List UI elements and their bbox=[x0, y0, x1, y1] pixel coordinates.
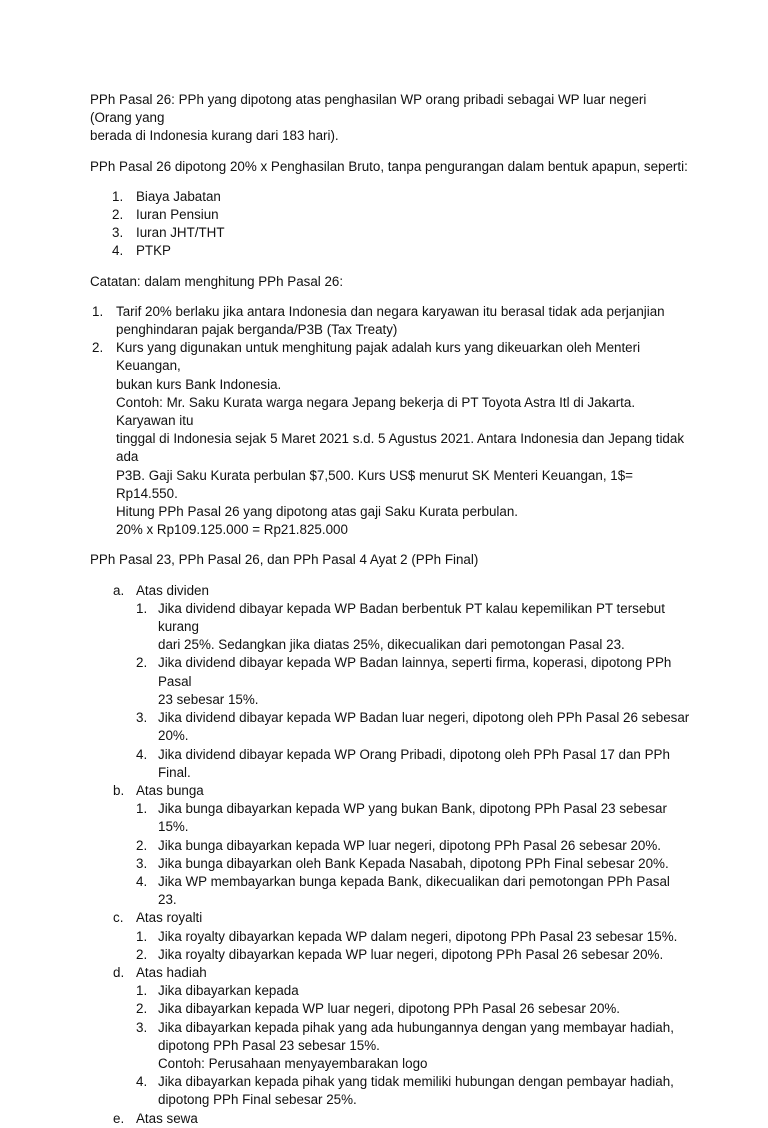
subitem bbox=[136, 946, 690, 964]
list-number: 4. bbox=[136, 746, 148, 762]
section-item bbox=[90, 1110, 690, 1128]
note-line: Tarif 20% berlaku jika antara Indonesia dan negara karyawan itu berasal tidak ada perjanjian bbox=[116, 303, 665, 319]
subitem bbox=[136, 928, 690, 946]
section-item bbox=[90, 782, 690, 909]
subitem-line: Contoh: Perusahaan menyayembarakan logo bbox=[158, 1055, 428, 1071]
list-number: 1. bbox=[136, 928, 148, 944]
section-item bbox=[90, 909, 690, 964]
list-number: 1. bbox=[136, 600, 148, 616]
section-item bbox=[90, 964, 690, 1110]
deduction-item bbox=[90, 224, 690, 242]
list-number: 2. bbox=[136, 837, 148, 853]
intro-line: PPh Pasal 26: PPh yang dipotong atas penghasilan WP orang pribadi sebagai WP luar negeri (Orang yang bbox=[90, 92, 647, 126]
list-number: 2. bbox=[92, 340, 104, 356]
subitem-line: Jika dividend dibayar kepada WP Badan lainnya, seperti firma, koperasi, dipotong PPh Pasal bbox=[158, 655, 672, 689]
subitem-line: dipotong PPh Final sebesar 25%. bbox=[158, 1092, 357, 1108]
subitem-line: 23 sebesar 15%. bbox=[158, 691, 259, 707]
subitem bbox=[136, 837, 690, 855]
subitem-line: Jika dividend dibayar kepada WP Orang Pribadi, dipotong oleh PPh Pasal 17 dan PPh Final. bbox=[158, 746, 670, 780]
intro-line: berada di Indonesia kurang dari 183 hari). bbox=[90, 128, 339, 144]
subitem-line: Jika royalty dibayarkan kepada WP luar negeri, dipotong PPh Pasal 26 sebesar 20%. bbox=[158, 946, 664, 962]
subitem-line: Jika dividend dibayar kepada WP Badan berbentuk PT kalau kepemilikan PT tersebut kurang bbox=[158, 600, 665, 635]
section-subitems bbox=[136, 982, 690, 1109]
list-number: 1. bbox=[136, 801, 148, 817]
subitem bbox=[136, 800, 690, 836]
list-number: 1. bbox=[92, 303, 104, 319]
subitem-line: Jika bunga dibayarkan kepada WP luar negeri, dipotong PPh Pasal 26 sebesar 20%. bbox=[158, 837, 661, 853]
note-line: tinggal di Indonesia sejak 5 Maret 2021 s.d. 5 Agustus 2021. Antara Indonesia dan Jepang tidak ada bbox=[116, 431, 685, 465]
list-number: 2. bbox=[136, 655, 148, 671]
list-number: 3. bbox=[136, 1019, 148, 1035]
subitem bbox=[136, 709, 690, 745]
section-subitems bbox=[136, 600, 690, 782]
section-letter: a. bbox=[113, 582, 125, 598]
section-letter: c. bbox=[113, 910, 124, 926]
subitem-line: Jika dibayarkan kepada pihak yang ada hubungannya dengan yang membayar hadiah, bbox=[158, 1019, 674, 1035]
intro-paragraph bbox=[90, 91, 690, 146]
list-number: 4. bbox=[136, 873, 148, 889]
note-line: Kurs yang digunakan untuk menghitung pajak adalah kurs yang dikeuarkan oleh Menteri Keuangan, bbox=[116, 340, 641, 374]
deduction-item bbox=[90, 242, 690, 260]
list-number: 2. bbox=[112, 207, 124, 223]
section-title: Atas dividen bbox=[136, 582, 209, 598]
section-title: Atas royalti bbox=[136, 910, 203, 926]
note-line: P3B. Gaji Saku Kurata perbulan $7,500. Kurs US$ menurut SK Menteri Keuangan, 1$= Rp14.550. bbox=[116, 467, 633, 501]
subitem bbox=[136, 1073, 690, 1109]
sections-list bbox=[90, 582, 690, 1128]
deduction-label: Biaya Jabatan bbox=[136, 188, 221, 204]
subitem-line: Jika bunga dibayarkan oleh Bank Kepada Nasabah, dipotong PPh Final sebesar 20%. bbox=[158, 855, 669, 871]
subitem bbox=[136, 1000, 690, 1018]
deduction-item bbox=[90, 206, 690, 224]
subitem-line: Jika dibayarkan kepada WP luar negeri, dipotong PPh Pasal 26 sebesar 20%. bbox=[158, 1001, 621, 1017]
subitem-line: Jika dividend dibayar kepada WP Badan luar negeri, dipotong oleh PPh Pasal 26 sebesar 20%. bbox=[158, 710, 690, 744]
rule-paragraph: PPh Pasal 26 dipotong 20% x Penghasilan Bruto, tanpa pengurangan dalam bentuk apapun, seperti: bbox=[90, 158, 688, 174]
section-letter: e. bbox=[113, 1110, 125, 1126]
list-number: 1. bbox=[112, 188, 124, 204]
notes-heading: Catatan: dalam menghitung PPh Pasal 26: bbox=[90, 273, 344, 289]
notes-list bbox=[90, 303, 690, 540]
note-line: Contoh: Mr. Saku Kurata warga negara Jepang bekerja di PT Toyota Astra Itl di Jakarta. Karyawan itu bbox=[116, 394, 636, 429]
deductions-list bbox=[90, 188, 690, 261]
deduction-label: Iuran JHT/THT bbox=[136, 225, 225, 241]
subitem-line: Jika WP membayarkan bunga kepada Bank, dikecualikan dari pemotongan PPh Pasal 23. bbox=[158, 873, 670, 908]
subitem bbox=[136, 855, 690, 873]
list-number: 2. bbox=[136, 946, 148, 962]
note-item bbox=[90, 339, 690, 539]
deduction-label: Iuran Pensiun bbox=[136, 207, 219, 223]
subitem-line: Jika bunga dibayarkan kepada WP yang bukan Bank, dipotong PPh Pasal 23 sebesar 15%. bbox=[158, 801, 667, 835]
subitem bbox=[136, 982, 690, 1000]
subitem-line: dipotong PPh Pasal 23 sebesar 15%. bbox=[158, 1037, 380, 1053]
subitem-line: Jika dibayarkan kepada bbox=[158, 983, 299, 999]
list-number: 1. bbox=[136, 983, 148, 999]
section-title: Atas bunga bbox=[136, 782, 204, 798]
subitem-line: Jika royalty dibayarkan kepada WP dalam negeri, dipotong PPh Pasal 23 sebesar 15%. bbox=[158, 928, 678, 944]
subitem bbox=[136, 746, 690, 782]
section-item bbox=[90, 582, 690, 782]
list-number: 3. bbox=[112, 225, 124, 241]
note-line: Hitung PPh Pasal 26 yang dipotong atas gaji Saku Kurata perbulan. bbox=[116, 504, 518, 520]
note-line: bukan kurs Bank Indonesia. bbox=[116, 376, 282, 392]
list-number: 3. bbox=[136, 855, 148, 871]
list-number: 4. bbox=[136, 1074, 148, 1090]
note-line: penghindaran pajak berganda/P3B (Tax Treaty) bbox=[116, 322, 398, 338]
subitem bbox=[136, 1019, 690, 1074]
section-subitems bbox=[136, 928, 690, 964]
list-number: 3. bbox=[136, 710, 148, 726]
deduction-label: PTKP bbox=[136, 243, 171, 259]
deduction-item bbox=[90, 188, 690, 206]
section-letter: d. bbox=[113, 964, 125, 980]
section-subitems bbox=[136, 800, 690, 909]
subitem-line: dari 25%. Sedangkan jika diatas 25%, dikecualikan dari pemotongan Pasal 23. bbox=[158, 637, 625, 653]
section-title: Atas hadiah bbox=[136, 964, 207, 980]
section-title: Atas sewa bbox=[136, 1110, 198, 1126]
note-item bbox=[90, 303, 690, 339]
subitem-line: Jika dibayarkan kepada pihak yang tidak memiliki hubungan dengan pembayar hadiah, bbox=[158, 1074, 674, 1090]
list-number: 2. bbox=[136, 1001, 148, 1017]
list-number: 4. bbox=[112, 243, 124, 259]
sections-heading: PPh Pasal 23, PPh Pasal 26, dan PPh Pasal 4 Ayat 2 (PPh Final) bbox=[90, 552, 479, 568]
document-page bbox=[90, 91, 690, 1128]
subitem bbox=[136, 654, 690, 709]
section-letter: b. bbox=[113, 782, 125, 798]
subitem bbox=[136, 873, 690, 909]
subitem bbox=[136, 600, 690, 655]
note-line: 20% x Rp109.125.000 = Rp21.825.000 bbox=[116, 522, 348, 538]
